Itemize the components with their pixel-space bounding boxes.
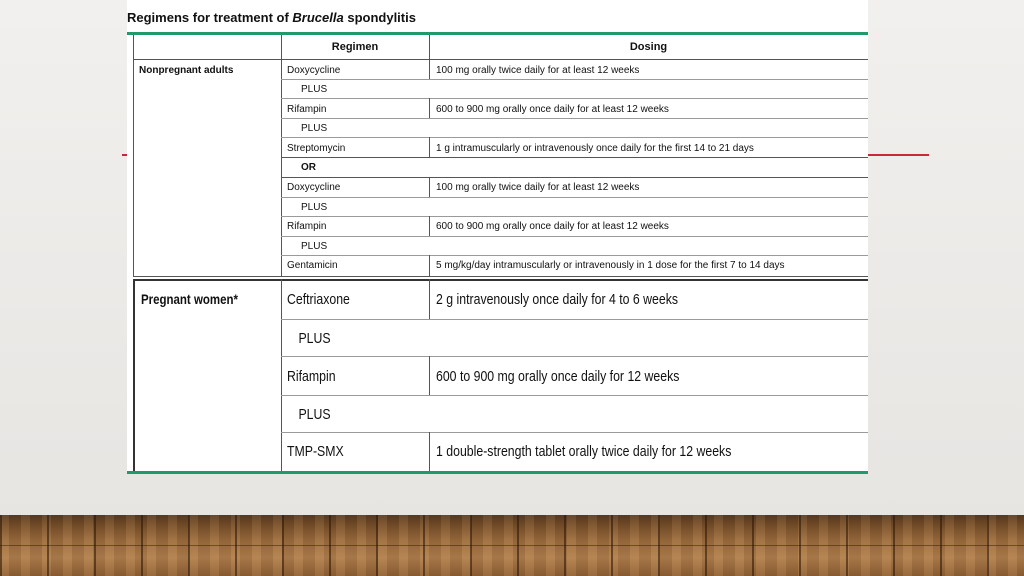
dosing-cell: 100 mg orally twice daily for at least 12 weeks bbox=[436, 65, 640, 76]
connector-plus: PLUS bbox=[301, 241, 328, 252]
title-organism: Brucella bbox=[292, 10, 344, 25]
row-separator bbox=[281, 79, 868, 80]
column-divider-1 bbox=[281, 35, 282, 277]
regimen-cell: Rifampin bbox=[287, 104, 327, 115]
dosing-cell: 100 mg orally twice daily for at least 12 weeks bbox=[436, 182, 640, 193]
dosing-cell: 1 double-strength tablet orally twice daily for 12 weeks bbox=[436, 443, 732, 460]
row-separator bbox=[281, 157, 868, 158]
dosing-cell: 2 g intravenously once daily for 4 to 6 weeks bbox=[436, 291, 679, 308]
dosing-cell: 5 mg/kg/day intramuscularly or intravenously in 1 dose for the first 7 to 14 days bbox=[436, 260, 785, 271]
section-top-border bbox=[133, 279, 868, 281]
regimen-cell: Doxycycline bbox=[287, 182, 341, 193]
regimen-cell: Streptomycin bbox=[287, 143, 346, 154]
regimen-table-nonpregnant bbox=[133, 35, 868, 277]
connector-plus: PLUS bbox=[298, 330, 331, 347]
dosing-cell: 1 g intramuscularly or intravenously once daily for the first 14 to 21 days bbox=[436, 143, 754, 154]
connector-plus: PLUS bbox=[301, 84, 328, 95]
table-title bbox=[127, 10, 416, 25]
row-separator bbox=[281, 432, 868, 433]
row-separator bbox=[281, 255, 868, 256]
row-divider-v bbox=[429, 98, 430, 118]
row-separator bbox=[281, 319, 868, 320]
row-separator bbox=[281, 98, 868, 99]
row-divider-v bbox=[429, 255, 430, 277]
row-divider-v bbox=[429, 279, 430, 319]
column-divider-1 bbox=[281, 279, 282, 471]
connector-or: OR bbox=[301, 162, 316, 173]
table-image-panel bbox=[127, 0, 868, 474]
bottom-green-rule bbox=[127, 471, 868, 474]
regimen-cell: TMP-SMX bbox=[287, 443, 344, 460]
title-suffix: spondylitis bbox=[343, 10, 416, 25]
row-divider-v bbox=[429, 59, 430, 79]
population-nonpregnant: Nonpregnant adults bbox=[139, 65, 234, 76]
row-divider-v bbox=[429, 432, 430, 471]
row-divider-v bbox=[429, 216, 430, 236]
row-divider-v bbox=[429, 137, 430, 157]
regimen-cell: Gentamicin bbox=[287, 260, 338, 271]
header-bottom-border bbox=[133, 59, 868, 60]
regimen-table-pregnant bbox=[133, 279, 868, 471]
connector-plus: PLUS bbox=[301, 123, 328, 134]
section-bottom-border bbox=[133, 276, 868, 277]
table-left-border bbox=[133, 35, 134, 277]
regimen-cell: Rifampin bbox=[287, 221, 327, 232]
row-separator bbox=[281, 137, 868, 138]
row-separator bbox=[281, 216, 868, 217]
row-divider-v bbox=[429, 356, 430, 395]
row-separator bbox=[281, 197, 868, 198]
title-prefix: Regimens for treatment of bbox=[127, 10, 293, 25]
connector-plus: PLUS bbox=[298, 406, 331, 423]
regimen-cell: Doxycycline bbox=[287, 65, 341, 76]
wood-floor-seam bbox=[0, 545, 1024, 546]
header-dosing: Dosing bbox=[629, 41, 668, 53]
row-separator bbox=[281, 356, 868, 357]
dosing-cell: 600 to 900 mg orally once daily for 12 weeks bbox=[436, 368, 680, 385]
row-separator bbox=[281, 177, 868, 178]
connector-plus: PLUS bbox=[301, 202, 328, 213]
row-divider-v bbox=[429, 177, 430, 197]
dosing-cell: 600 to 900 mg orally once daily for at least 12 weeks bbox=[436, 221, 669, 232]
regimen-cell: Ceftriaxone bbox=[287, 291, 350, 308]
row-separator bbox=[281, 395, 868, 396]
header-regimen: Regimen bbox=[331, 41, 379, 53]
regimen-cell: Rifampin bbox=[287, 368, 336, 385]
row-separator bbox=[281, 118, 868, 119]
accent-line-right bbox=[868, 154, 929, 156]
population-pregnant: Pregnant women* bbox=[141, 291, 238, 307]
dosing-cell: 600 to 900 mg orally once daily for at least 12 weeks bbox=[436, 104, 669, 115]
table-left-border bbox=[133, 279, 135, 471]
row-separator bbox=[281, 236, 868, 237]
